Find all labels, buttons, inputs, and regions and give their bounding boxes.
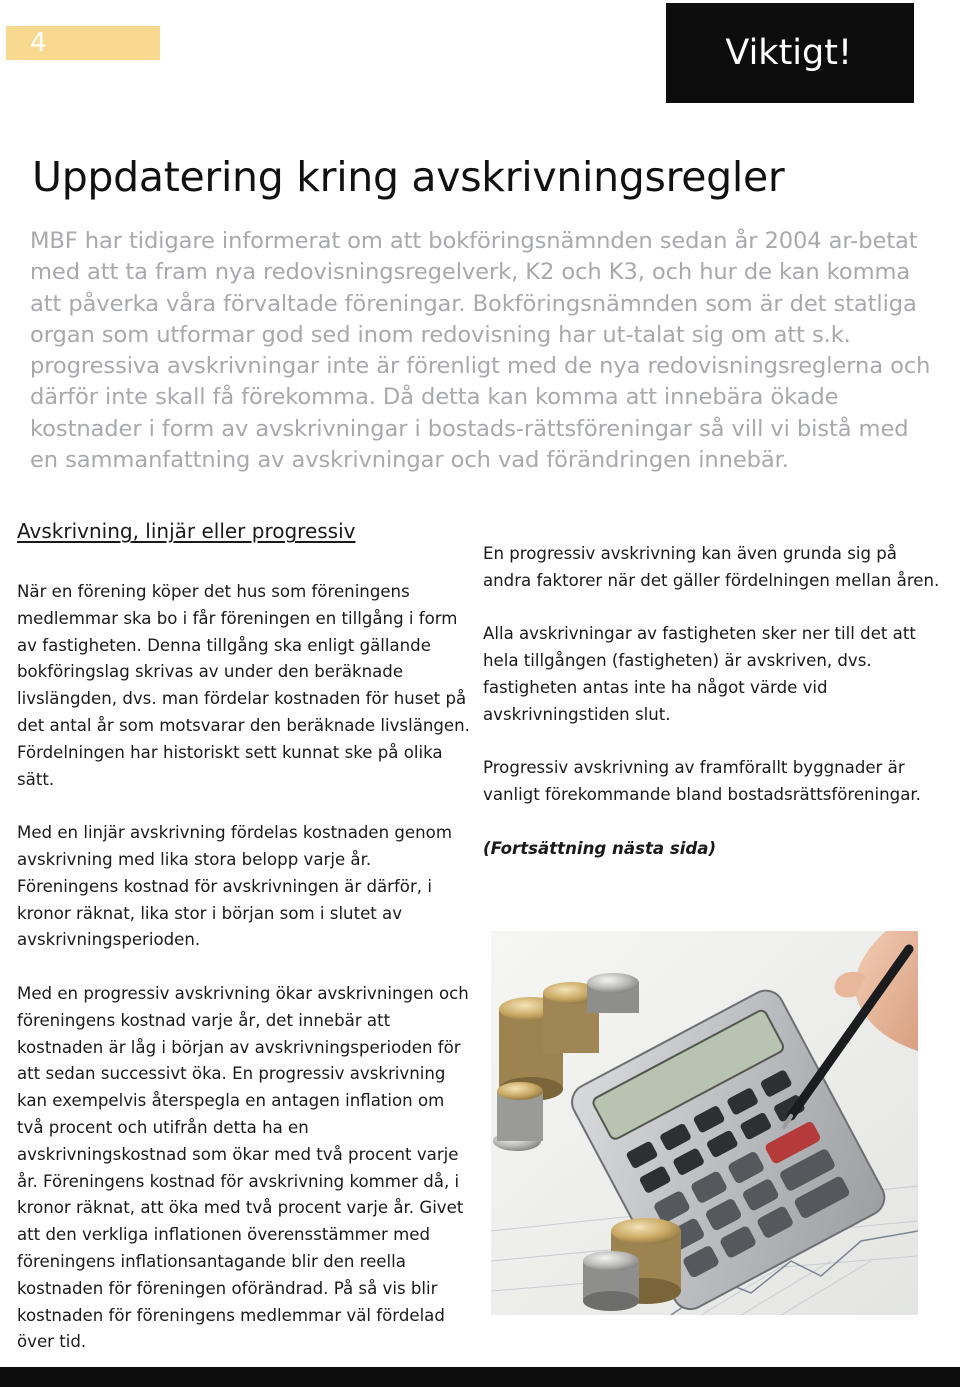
calculator-coins-photo (491, 931, 918, 1315)
body-paragraph: Med en progressiv avskrivning ökar avskrivningen och föreningens kostnad varje år, det innebär att kostnaden är låg i början av avskrivningsperioden för att sedan successivt öka. En progressiv avskrivning kan exempelvis återspegla en antagen inflation om två procent och utifrån detta ha en avskrivningskostnad som ökar med två procent varje år. Föreningens kostnad för avskrivning kommer då, i kronor räknat, att öka med två procent varje år. Givet att den verkliga inflationen överensstämmer med föreningens inflationsantagande blir den reella kostnaden för föreningen oförändrad. På så vis blir kostnaden för föreningens medlemmar väl fördelad över tid. (17, 983, 469, 1352)
calculator-illustration (491, 931, 918, 1315)
article-intro: MBF har tidigare informerat om att bokföringsnämnden sedan år 2004 ar-betat med att ta fram nya redovisningsregelverk, K2 och K3, och hur de kan komma att påverka våra förvaltade föreningar. Bokföringsnämnden som är det statliga organ som utformar god sed inom redovisning har ut-talat sig om att s.k. progressiva avskrivningar inte är förenligt med de nya redovisningsreglerna och därför inte skall få förekomma. Då detta kan komma att innebära ökade kostnader i form av avskrivningar i bostads-rättsföreningar så vill vi bistå med en sammanfattning av avskrivningar och vad förändringen innebär. (30, 228, 931, 474)
body-paragraph: Med en linjär avskrivning fördelas kostnaden genom avskrivning med lika stora belopp varje år. Föreningens kostnad för avskrivningen är därför, i kronor räknat, lika stor i början som i slutet av avskrivningsperioden. (17, 823, 452, 950)
right-column (483, 541, 948, 863)
footer-bar (0, 1367, 960, 1387)
left-column (17, 517, 472, 1356)
body-paragraph: Progressiv avskrivning av framförallt byggnader är vanligt förekommande bland bostadsrättsföreningar. (483, 758, 921, 805)
important-badge (666, 3, 914, 103)
body-paragraph: Alla avskrivningar av fastigheten sker ner till det att hela tillgången (fastigheten) är avskriven, dvs. fastigheten antas inte ha något värde vid avskrivningstiden slut. (483, 624, 916, 724)
section-heading: Avskrivning, linjär eller progressiv (17, 519, 356, 543)
body-paragraph: En progressiv avskrivning kan även grunda sig på andra faktorer när det gäller fördelningen mellan åren. (483, 544, 940, 590)
page-number-box (6, 26, 160, 60)
continued-note: (Fortsättning nästa sida) (483, 838, 717, 858)
important-badge-label: Viktigt! (725, 33, 852, 73)
article-title: Uppdatering kring avskrivningsregler (32, 153, 785, 201)
page-number: 4 (30, 28, 47, 58)
body-paragraph: När en förening köper det hus som föreningens medlemmar ska bo i får föreningen en tillgång i form av fastigheten. Denna tillgång ska enligt gällande bokföringslag skrivas av under den beräknade livslängden, dvs. man fördelar kostnaden för huset på det antal år som motsvarar den beräknade livslängen. Fördelningen har historiskt sett kunnat ske på olika sätt. (17, 582, 470, 789)
